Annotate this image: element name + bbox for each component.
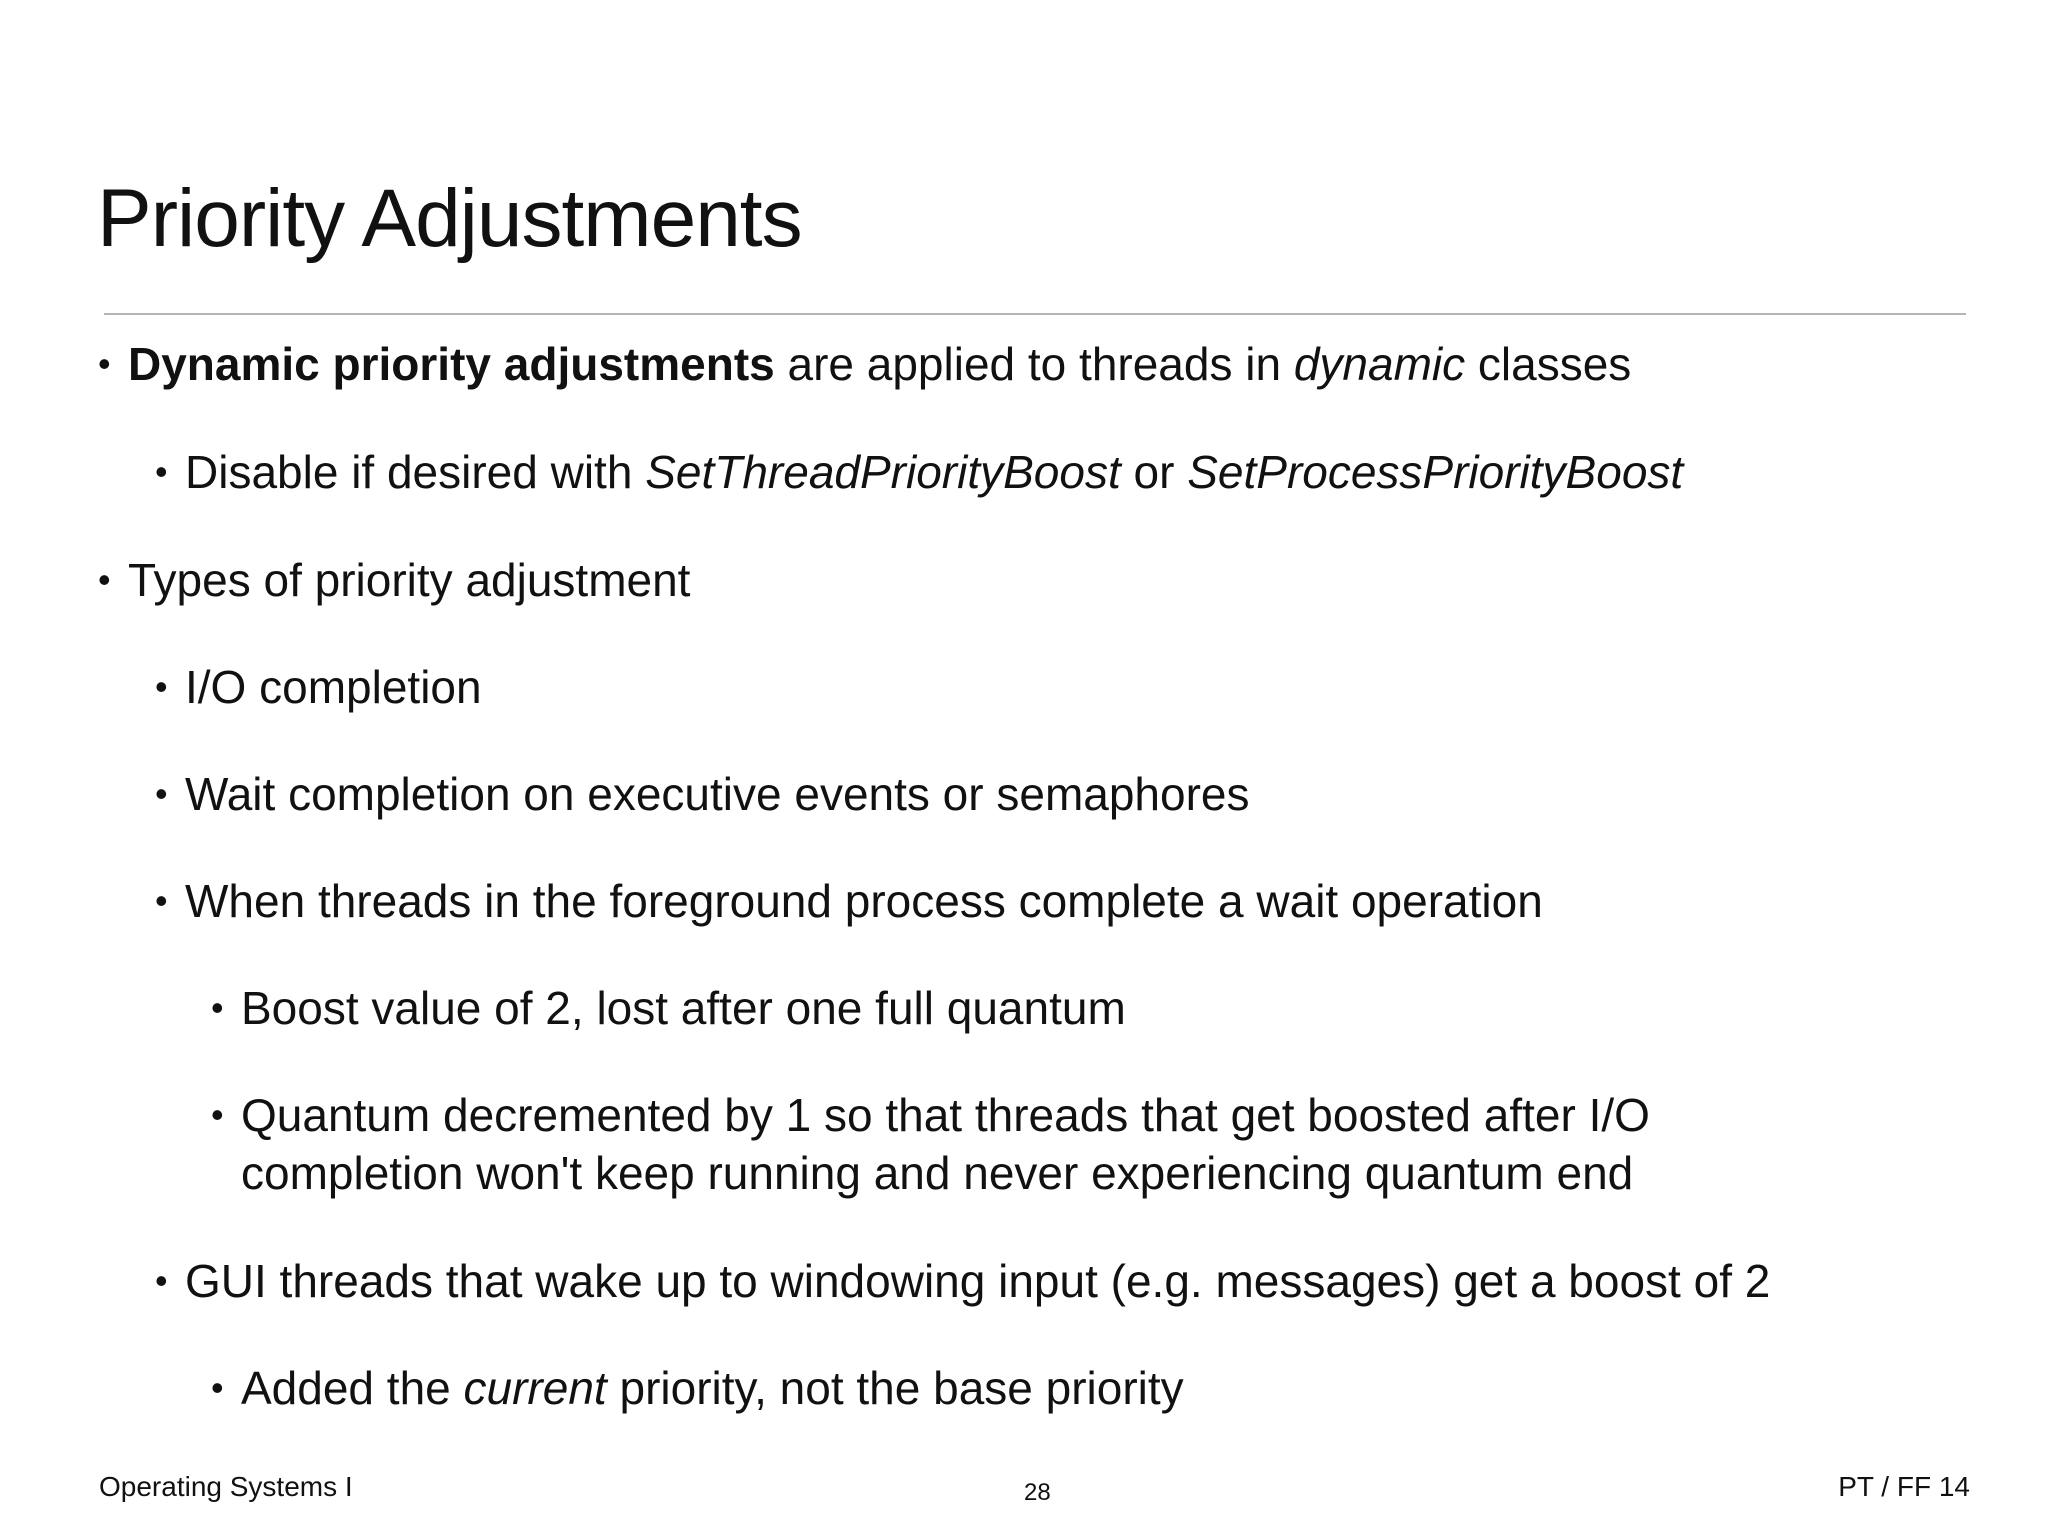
bullet-text: are applied to threads in xyxy=(774,338,1294,390)
bullet-dynamic-priority xyxy=(98,335,1632,393)
bullet-text: Added the xyxy=(241,1362,464,1414)
bullet-boost-value xyxy=(211,979,1126,1037)
bullet-io-completion xyxy=(155,658,482,716)
bullet-text: priority, not the base priority xyxy=(606,1362,1184,1414)
bullet-disable-boost xyxy=(155,443,1684,501)
bullet-italic-term: dynamic xyxy=(1293,338,1466,390)
footer-page-number: 28 xyxy=(1024,1479,1051,1506)
bullet-text: GUI threads that wake up to windowing input (e.g. messages) get a boost of 2 xyxy=(185,1255,1771,1307)
bullet-icon: • xyxy=(98,343,111,384)
bullet-text: Boost value of 2, lost after one full quantum xyxy=(241,982,1126,1034)
bullet-text: Wait completion on executive events or semaphores xyxy=(185,768,1250,820)
bullet-text: classes xyxy=(1465,338,1632,390)
bullet-current-priority xyxy=(211,1359,1184,1417)
title-divider xyxy=(104,313,1966,315)
bullet-quantum-decrement xyxy=(211,1086,1761,1202)
bullet-icon: • xyxy=(98,559,111,600)
bullet-text: I/O completion xyxy=(185,661,482,713)
bullet-text: or xyxy=(1120,446,1188,498)
bullet-icon: • xyxy=(155,451,168,492)
bullet-icon: • xyxy=(211,1094,224,1135)
bullet-wait-completion xyxy=(155,765,1250,823)
bullet-icon: • xyxy=(155,666,168,707)
bullet-icon: • xyxy=(155,1260,168,1301)
bullet-text: Disable if desired with xyxy=(185,446,646,498)
bullet-text: Quantum decremented by 1 so that threads that get boosted after I/O completion won't keep running and never experiencing quantum end xyxy=(241,1089,1650,1199)
bullet-text: Types of priority adjustment xyxy=(128,554,691,606)
bullet-gui-threads xyxy=(155,1252,1771,1310)
bullet-icon: • xyxy=(155,773,168,814)
bullet-icon: • xyxy=(155,880,168,921)
bullet-italic-term: SetProcessPriorityBoost xyxy=(1187,446,1684,498)
bullet-foreground-wait xyxy=(155,872,1543,930)
bullet-bold-term: Dynamic priority adjustments xyxy=(128,338,775,390)
bullet-italic-term: current xyxy=(463,1362,607,1414)
footer-author-year: PT / FF 14 xyxy=(1838,1471,1970,1502)
bullet-icon: • xyxy=(211,1367,224,1408)
bullet-icon: • xyxy=(211,987,224,1028)
slide-title: Priority Adjustments xyxy=(97,173,802,264)
footer-course-name: Operating Systems I xyxy=(99,1471,353,1502)
bullet-italic-term: SetThreadPriorityBoost xyxy=(645,446,1121,498)
bullet-types-of-adjustment xyxy=(98,551,691,609)
bullet-text: When threads in the foreground process complete a wait operation xyxy=(185,875,1543,927)
